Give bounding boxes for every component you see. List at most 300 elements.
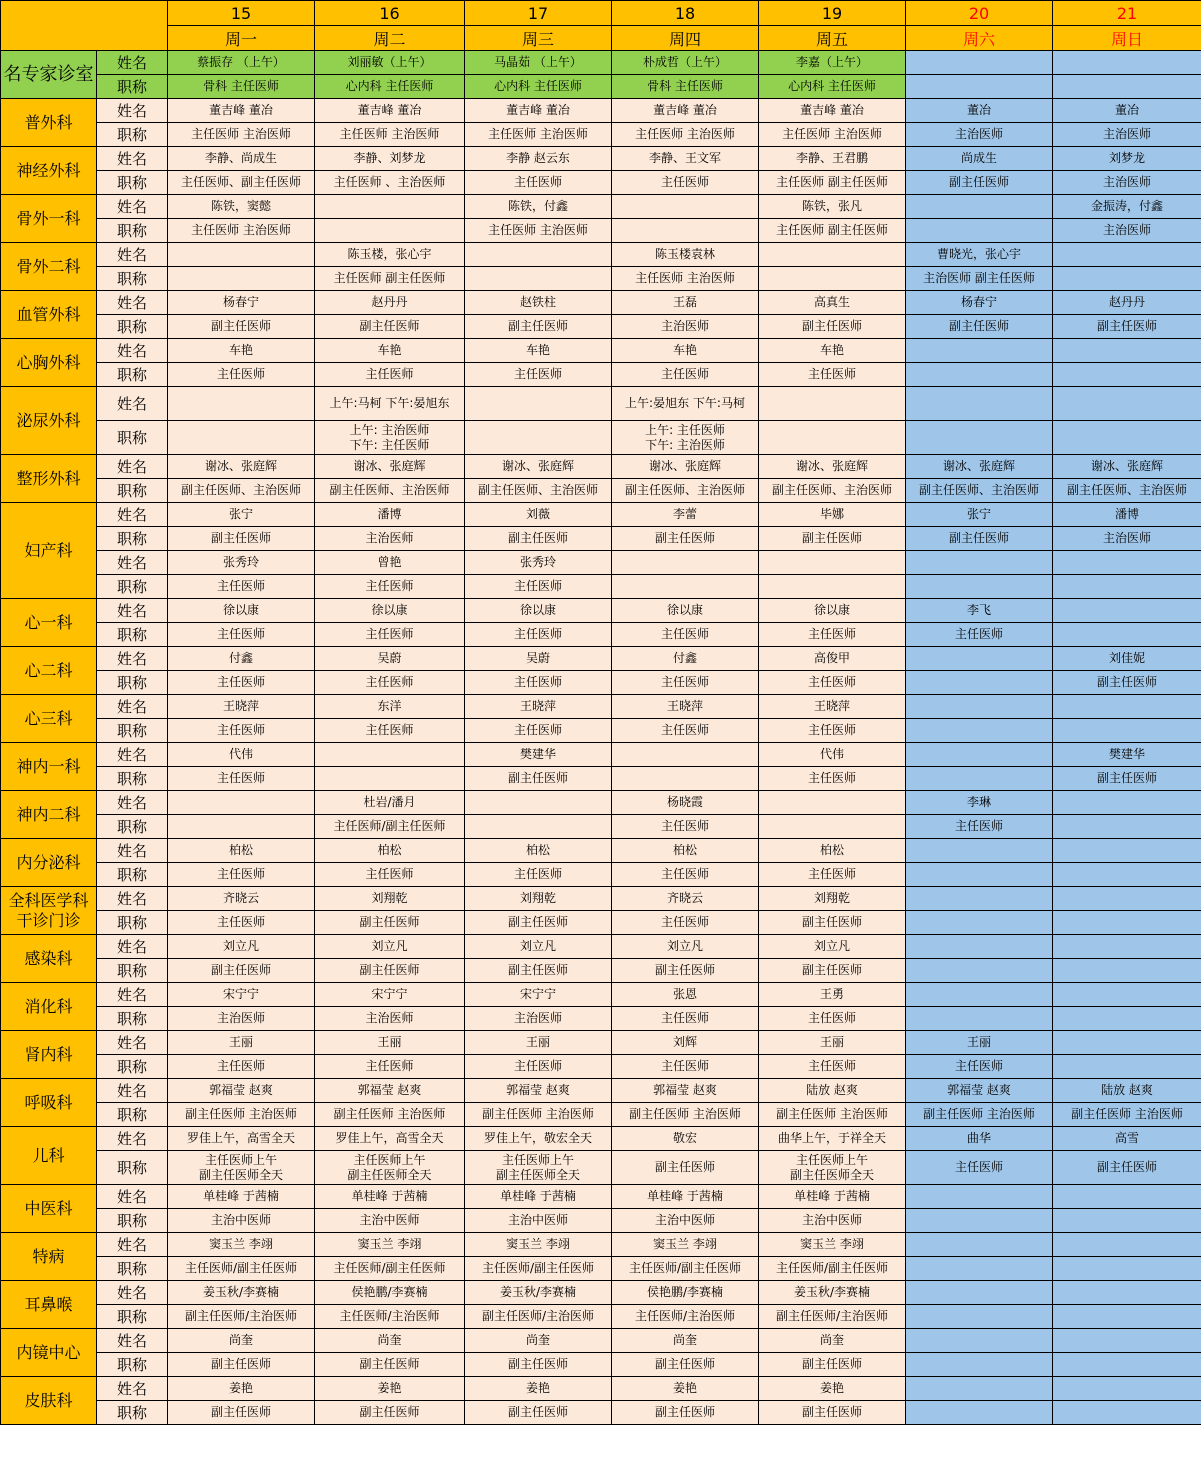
schedule-cell	[1053, 551, 1201, 575]
schedule-cell: 主任医师	[168, 671, 315, 695]
schedule-cell: 尚奎	[759, 1329, 906, 1353]
schedule-cell: 副主任医师	[906, 171, 1053, 195]
schedule-cell: 赵丹丹	[1053, 291, 1201, 315]
department-name: 肾内科	[1, 1031, 97, 1079]
schedule-cell: 主任医师	[315, 671, 465, 695]
schedule-cell: 宋宁宁	[315, 983, 465, 1007]
schedule-cell	[1053, 1377, 1201, 1401]
schedule-cell	[906, 551, 1053, 575]
row-label: 职称	[97, 363, 168, 387]
table-row	[1, 527, 1201, 551]
schedule-cell: 主任医师	[612, 911, 759, 935]
schedule-cell: 主任医师	[906, 1055, 1053, 1079]
schedule-cell: 窦玉兰 李翊	[612, 1233, 759, 1257]
schedule-cell	[315, 219, 465, 243]
schedule-cell: 主任医师/副主任医师	[612, 1257, 759, 1281]
schedule-cell: 主任医师	[612, 671, 759, 695]
schedule-cell	[759, 387, 906, 421]
department-name: 感染科	[1, 935, 97, 983]
schedule-cell: 尚奎	[315, 1329, 465, 1353]
row-label: 职称	[97, 911, 168, 935]
table-row	[1, 1281, 1201, 1305]
schedule-cell: 副主任医师 主治医师	[906, 1103, 1053, 1127]
schedule-cell	[1053, 1329, 1201, 1353]
schedule-cell: 刘立凡	[465, 935, 612, 959]
schedule-cell: 谢冰、张庭辉	[759, 455, 906, 479]
schedule-cell: 主任医师上午 副主任医师全天	[759, 1151, 906, 1185]
schedule-cell	[906, 719, 1053, 743]
schedule-cell: 樊建华	[1053, 743, 1201, 767]
header-weekday: 周一	[168, 26, 315, 51]
table-row	[1, 503, 1201, 527]
schedule-cell: 刘翔乾	[759, 887, 906, 911]
schedule-cell	[1053, 1031, 1201, 1055]
schedule-cell: 副主任医师	[759, 315, 906, 339]
row-label: 职称	[97, 815, 168, 839]
table-row	[1, 291, 1201, 315]
schedule-cell: 主任医师 主治医师	[759, 123, 906, 147]
schedule-cell: 姜艳	[168, 1377, 315, 1401]
schedule-cell: 副主任医师	[465, 315, 612, 339]
schedule-cell: 徐以康	[168, 599, 315, 623]
schedule-cell: 主任医师	[906, 1151, 1053, 1185]
schedule-cell: 王晓萍	[759, 695, 906, 719]
schedule-cell: 董冶	[906, 99, 1053, 123]
row-label: 姓名	[97, 791, 168, 815]
header-corner	[1, 1, 168, 51]
schedule-cell: 金振涛，付鑫	[1053, 195, 1201, 219]
schedule-cell: 王晓萍	[168, 695, 315, 719]
schedule-cell: 主治医师	[168, 1007, 315, 1031]
schedule-cell: 徐以康	[315, 599, 465, 623]
schedule-cell: 主任医师上午 副主任医师全天	[465, 1151, 612, 1185]
table-row	[1, 1103, 1201, 1127]
schedule-cell: 王勇	[759, 983, 906, 1007]
schedule-cell	[1053, 959, 1201, 983]
schedule-cell: 骨科 主任医师	[168, 75, 315, 99]
schedule-cell: 主任医师	[168, 575, 315, 599]
department-name: 泌尿外科	[1, 387, 97, 455]
schedule-cell	[906, 1233, 1053, 1257]
schedule-cell: 毕娜	[759, 503, 906, 527]
row-label: 姓名	[97, 599, 168, 623]
table-row	[1, 1209, 1201, 1233]
schedule-cell: 陈铁，付鑫	[465, 195, 612, 219]
row-label: 职称	[97, 123, 168, 147]
schedule-cell: 主任医师 、主治医师	[315, 171, 465, 195]
schedule-cell	[1053, 1281, 1201, 1305]
schedule-cell: 主任医师 主治医师	[612, 123, 759, 147]
table-row	[1, 75, 1201, 99]
schedule-cell: 徐以康	[465, 599, 612, 623]
schedule-cell	[906, 1329, 1053, 1353]
schedule-cell: 主任医师	[315, 623, 465, 647]
schedule-cell: 车艳	[465, 339, 612, 363]
schedule-cell: 上午: 主治医师 下午: 主任医师	[315, 421, 465, 455]
schedule-cell: 谢冰、张庭辉	[315, 455, 465, 479]
schedule-cell: 主任医师	[612, 1007, 759, 1031]
table-row	[1, 339, 1201, 363]
schedule-cell	[759, 815, 906, 839]
schedule-cell	[906, 387, 1053, 421]
row-label: 职称	[97, 1055, 168, 1079]
schedule-cell: 陈铁，窦懿	[168, 195, 315, 219]
schedule-cell	[906, 1257, 1053, 1281]
header-weekday: 周二	[315, 26, 465, 51]
row-label: 姓名	[97, 935, 168, 959]
schedule-cell: 曾艳	[315, 551, 465, 575]
date-row	[1, 1, 1201, 26]
department-name: 全科医学科 干诊门诊	[1, 887, 97, 935]
row-label: 姓名	[97, 195, 168, 219]
table-row	[1, 935, 1201, 959]
row-label: 姓名	[97, 1031, 168, 1055]
department-name: 心一科	[1, 599, 97, 647]
schedule-cell: 主任医师	[612, 719, 759, 743]
schedule-cell: 刘丽敏（上午）	[315, 51, 465, 75]
table-row	[1, 123, 1201, 147]
schedule-cell	[906, 219, 1053, 243]
schedule-cell	[612, 551, 759, 575]
schedule-cell: 主任医师 主治医师	[315, 123, 465, 147]
schedule-cell: 谢冰、张庭辉	[168, 455, 315, 479]
schedule-cell: 侯艳鹏/李赛楠	[612, 1281, 759, 1305]
schedule-cell: 樊建华	[465, 743, 612, 767]
schedule-cell: 谢冰、张庭辉	[465, 455, 612, 479]
schedule-cell	[906, 1007, 1053, 1031]
schedule-cell: 姜玉秋/李赛楠	[759, 1281, 906, 1305]
row-label: 姓名	[97, 1377, 168, 1401]
row-label: 职称	[97, 671, 168, 695]
schedule-cell: 罗佳上午，高雪全天	[315, 1127, 465, 1151]
schedule-cell: 谢冰、张庭辉	[906, 455, 1053, 479]
department-name: 骨外一科	[1, 195, 97, 243]
schedule-cell	[1053, 1209, 1201, 1233]
schedule-cell: 副主任医师	[168, 315, 315, 339]
schedule-cell: 副主任医师	[315, 959, 465, 983]
schedule-cell: 陆放 赵爽	[1053, 1079, 1201, 1103]
schedule-cell	[465, 815, 612, 839]
schedule-cell: 主任医师	[759, 1007, 906, 1031]
schedule-cell: 副主任医师	[315, 315, 465, 339]
schedule-cell: 副主任医师	[612, 1401, 759, 1425]
schedule-cell: 主任医师 主治医师	[168, 219, 315, 243]
schedule-cell	[1053, 243, 1201, 267]
schedule-cell	[1053, 75, 1201, 99]
schedule-cell	[1053, 1305, 1201, 1329]
schedule-cell: 齐晓云	[168, 887, 315, 911]
schedule-cell: 杨晓霞	[612, 791, 759, 815]
schedule-cell: 副主任医师 主治医师	[1053, 1103, 1201, 1127]
schedule-cell: 副主任医师	[465, 1401, 612, 1425]
schedule-cell: 姜玉秋/李赛楠	[168, 1281, 315, 1305]
schedule-cell	[906, 1209, 1053, 1233]
schedule-cell: 陆放 赵爽	[759, 1079, 906, 1103]
schedule-cell: 副主任医师	[465, 1353, 612, 1377]
row-label: 职称	[97, 575, 168, 599]
row-label: 职称	[97, 1353, 168, 1377]
schedule-cell: 主任医师	[168, 363, 315, 387]
schedule-cell	[906, 421, 1053, 455]
schedule-cell: 付鑫	[612, 647, 759, 671]
schedule-cell	[1053, 623, 1201, 647]
table-row	[1, 51, 1201, 75]
row-label: 姓名	[97, 99, 168, 123]
row-label: 姓名	[97, 339, 168, 363]
schedule-cell: 主任医师 主治医师	[465, 219, 612, 243]
schedule-cell	[906, 1185, 1053, 1209]
row-label: 职称	[97, 1209, 168, 1233]
schedule-cell: 柏松	[612, 839, 759, 863]
schedule-cell	[1053, 887, 1201, 911]
schedule-cell: 潘博	[315, 503, 465, 527]
schedule-cell	[906, 959, 1053, 983]
table-row	[1, 1127, 1201, 1151]
schedule-cell: 单桂峰 于茜楠	[465, 1185, 612, 1209]
schedule-cell: 王丽	[315, 1031, 465, 1055]
schedule-cell: 王丽	[906, 1031, 1053, 1055]
schedule-cell: 罗佳上午，敬宏全天	[465, 1127, 612, 1151]
schedule-cell	[906, 743, 1053, 767]
header-date: 21	[1053, 1, 1201, 26]
schedule-cell: 曲华	[906, 1127, 1053, 1151]
schedule-cell	[1053, 935, 1201, 959]
schedule-cell	[1053, 839, 1201, 863]
schedule-cell: 车艳	[759, 339, 906, 363]
schedule-cell: 主任医师/主治医师	[315, 1305, 465, 1329]
schedule-cell	[168, 421, 315, 455]
schedule-cell: 徐以康	[612, 599, 759, 623]
table-row	[1, 719, 1201, 743]
schedule-cell: 高雪	[1053, 1127, 1201, 1151]
schedule-cell	[465, 421, 612, 455]
schedule-cell: 主任医师	[612, 1055, 759, 1079]
table-row	[1, 911, 1201, 935]
row-label: 职称	[97, 479, 168, 503]
schedule-cell: 副主任医师	[315, 911, 465, 935]
schedule-cell: 副主任医师	[315, 1353, 465, 1377]
schedule-cell: 罗佳上午，高雪全天	[168, 1127, 315, 1151]
table-row	[1, 455, 1201, 479]
schedule-cell	[1053, 599, 1201, 623]
schedule-cell	[906, 1377, 1053, 1401]
schedule-cell: 主任医师	[315, 863, 465, 887]
schedule-cell: 李蕾	[612, 503, 759, 527]
schedule-cell	[612, 219, 759, 243]
schedule-cell: 张宁	[906, 503, 1053, 527]
table-row	[1, 1007, 1201, 1031]
schedule-cell: 副主任医师、主治医师	[168, 479, 315, 503]
schedule-cell: 主任医师	[465, 171, 612, 195]
department-name: 名专家诊室	[1, 51, 97, 99]
schedule-cell: 郭福莹 赵爽	[465, 1079, 612, 1103]
schedule-cell: 主治医师	[906, 123, 1053, 147]
header-date: 15	[168, 1, 315, 26]
schedule-cell: 张恩	[612, 983, 759, 1007]
schedule-cell	[1053, 1233, 1201, 1257]
schedule-cell	[1053, 363, 1201, 387]
schedule-cell: 东洋	[315, 695, 465, 719]
schedule-cell: 王晓萍	[465, 695, 612, 719]
schedule-cell: 主治中医师	[315, 1209, 465, 1233]
schedule-cell: 主任医师/副主任医师	[315, 815, 465, 839]
department-name: 骨外二科	[1, 243, 97, 291]
schedule-cell	[906, 75, 1053, 99]
row-label: 职称	[97, 1305, 168, 1329]
schedule-cell: 主任医师	[315, 363, 465, 387]
schedule-cell: 刘立凡	[168, 935, 315, 959]
schedule-cell: 窦玉兰 李翊	[465, 1233, 612, 1257]
header-weekday: 周六	[906, 26, 1053, 51]
schedule-cell	[1053, 267, 1201, 291]
schedule-cell: 主任医师	[168, 1055, 315, 1079]
header-weekday: 周五	[759, 26, 906, 51]
schedule-cell: 主治医师	[1053, 123, 1201, 147]
schedule-cell: 主任医师/副主任医师	[168, 1257, 315, 1281]
table-row	[1, 421, 1201, 455]
table-row	[1, 243, 1201, 267]
schedule-cell: 副主任医师/主治医师	[465, 1305, 612, 1329]
schedule-cell: 上午:马柯 下午:晏旭东	[315, 387, 465, 421]
schedule-cell: 杜岩/潘月	[315, 791, 465, 815]
schedule-cell	[906, 983, 1053, 1007]
schedule-cell: 副主任医师、主治医师	[465, 479, 612, 503]
schedule-body	[1, 51, 1201, 1425]
row-label: 职称	[97, 863, 168, 887]
schedule-cell: 副主任医师	[465, 767, 612, 791]
schedule-cell: 柏松	[759, 839, 906, 863]
schedule-cell: 赵铁柱	[465, 291, 612, 315]
schedule-cell: 副主任医师、主治医师	[1053, 479, 1201, 503]
table-row	[1, 147, 1201, 171]
schedule-cell: 董吉峰 董冶	[612, 99, 759, 123]
schedule-cell	[1053, 911, 1201, 935]
row-label: 姓名	[97, 503, 168, 527]
schedule-cell: 主任医师	[465, 671, 612, 695]
schedule-cell	[906, 1305, 1053, 1329]
schedule-cell: 主任医师	[168, 623, 315, 647]
table-row	[1, 219, 1201, 243]
schedule-cell: 主任医师	[759, 671, 906, 695]
schedule-cell: 谢冰、张庭辉	[1053, 455, 1201, 479]
table-row	[1, 387, 1201, 421]
schedule-cell: 副主任医师	[759, 1353, 906, 1377]
schedule-cell: 副主任医师	[759, 959, 906, 983]
schedule-cell: 主任医师	[168, 719, 315, 743]
table-row	[1, 623, 1201, 647]
schedule-cell: 副主任医师	[168, 1401, 315, 1425]
schedule-cell: 骨科 主任医师	[612, 75, 759, 99]
schedule-cell: 陈铁，张凡	[759, 195, 906, 219]
row-label: 职称	[97, 1007, 168, 1031]
department-name: 神内一科	[1, 743, 97, 791]
schedule-cell: 副主任医师	[612, 1151, 759, 1185]
department-name: 血管外科	[1, 291, 97, 339]
schedule-cell: 主治中医师	[759, 1209, 906, 1233]
schedule-cell: 副主任医师、主治医师	[759, 479, 906, 503]
schedule-cell: 李飞	[906, 599, 1053, 623]
schedule-cell	[612, 743, 759, 767]
schedule-cell: 付鑫	[168, 647, 315, 671]
schedule-cell: 尚成生	[906, 147, 1053, 171]
schedule-cell: 主任医师	[612, 623, 759, 647]
schedule-cell: 副主任医师	[759, 527, 906, 551]
schedule-cell	[1053, 863, 1201, 887]
schedule-cell: 张秀玲	[465, 551, 612, 575]
row-label: 姓名	[97, 51, 168, 75]
schedule-cell	[906, 51, 1053, 75]
schedule-cell: 心内科 主任医师	[759, 75, 906, 99]
schedule-cell: 王磊	[612, 291, 759, 315]
table-row	[1, 767, 1201, 791]
schedule-cell: 主治医师	[315, 1007, 465, 1031]
schedule-cell: 张秀玲	[168, 551, 315, 575]
schedule-cell: 齐晓云	[612, 887, 759, 911]
schedule-cell: 主治医师	[1053, 171, 1201, 195]
schedule-cell: 主任医师上午 副主任医师全天	[315, 1151, 465, 1185]
schedule-cell: 主治医师	[315, 527, 465, 551]
schedule-cell: 刘翔乾	[315, 887, 465, 911]
schedule-cell: 主任医师	[465, 363, 612, 387]
table-row	[1, 863, 1201, 887]
table-row	[1, 887, 1201, 911]
table-row	[1, 99, 1201, 123]
schedule-cell: 车艳	[315, 339, 465, 363]
schedule-cell	[906, 1401, 1053, 1425]
schedule-cell: 主任医师	[315, 575, 465, 599]
schedule-cell: 副主任医师	[1053, 671, 1201, 695]
schedule-cell: 副主任医师	[1053, 315, 1201, 339]
schedule-cell: 副主任医师、主治医师	[315, 479, 465, 503]
schedule-cell: 侯艳鹏/李赛楠	[315, 1281, 465, 1305]
row-label: 姓名	[97, 1233, 168, 1257]
header-weekday: 周三	[465, 26, 612, 51]
schedule-cell	[906, 575, 1053, 599]
row-label: 姓名	[97, 983, 168, 1007]
schedule-cell: 蔡振存 （上午）	[168, 51, 315, 75]
table-row	[1, 195, 1201, 219]
schedule-cell: 单桂峰 于茜楠	[315, 1185, 465, 1209]
row-label: 姓名	[97, 647, 168, 671]
schedule-cell: 董吉峰 董冶	[168, 99, 315, 123]
schedule-cell: 主任医师	[315, 719, 465, 743]
header-weekday: 周四	[612, 26, 759, 51]
department-name: 呼吸科	[1, 1079, 97, 1127]
schedule-cell: 窦玉兰 李翊	[759, 1233, 906, 1257]
table-row	[1, 1055, 1201, 1079]
schedule-cell: 主任医师	[168, 767, 315, 791]
schedule-cell: 王丽	[759, 1031, 906, 1055]
schedule-cell: 赵丹丹	[315, 291, 465, 315]
schedule-cell	[168, 243, 315, 267]
schedule-cell: 副主任医师/主治医师	[168, 1305, 315, 1329]
schedule-cell	[612, 767, 759, 791]
schedule-cell: 柏松	[465, 839, 612, 863]
schedule-cell: 主任医师	[759, 363, 906, 387]
schedule-cell: 主任医师	[612, 863, 759, 887]
schedule-cell	[759, 267, 906, 291]
schedule-cell: 李静、刘梦龙	[315, 147, 465, 171]
schedule-cell: 心内科 主任医师	[465, 75, 612, 99]
row-label: 姓名	[97, 243, 168, 267]
schedule-cell: 副主任医师	[465, 959, 612, 983]
department-name: 神经外科	[1, 147, 97, 195]
schedule-cell: 董吉峰 董冶	[315, 99, 465, 123]
header-date: 17	[465, 1, 612, 26]
schedule-cell	[906, 863, 1053, 887]
schedule-cell: 朴成哲（上午）	[612, 51, 759, 75]
schedule-cell	[315, 767, 465, 791]
